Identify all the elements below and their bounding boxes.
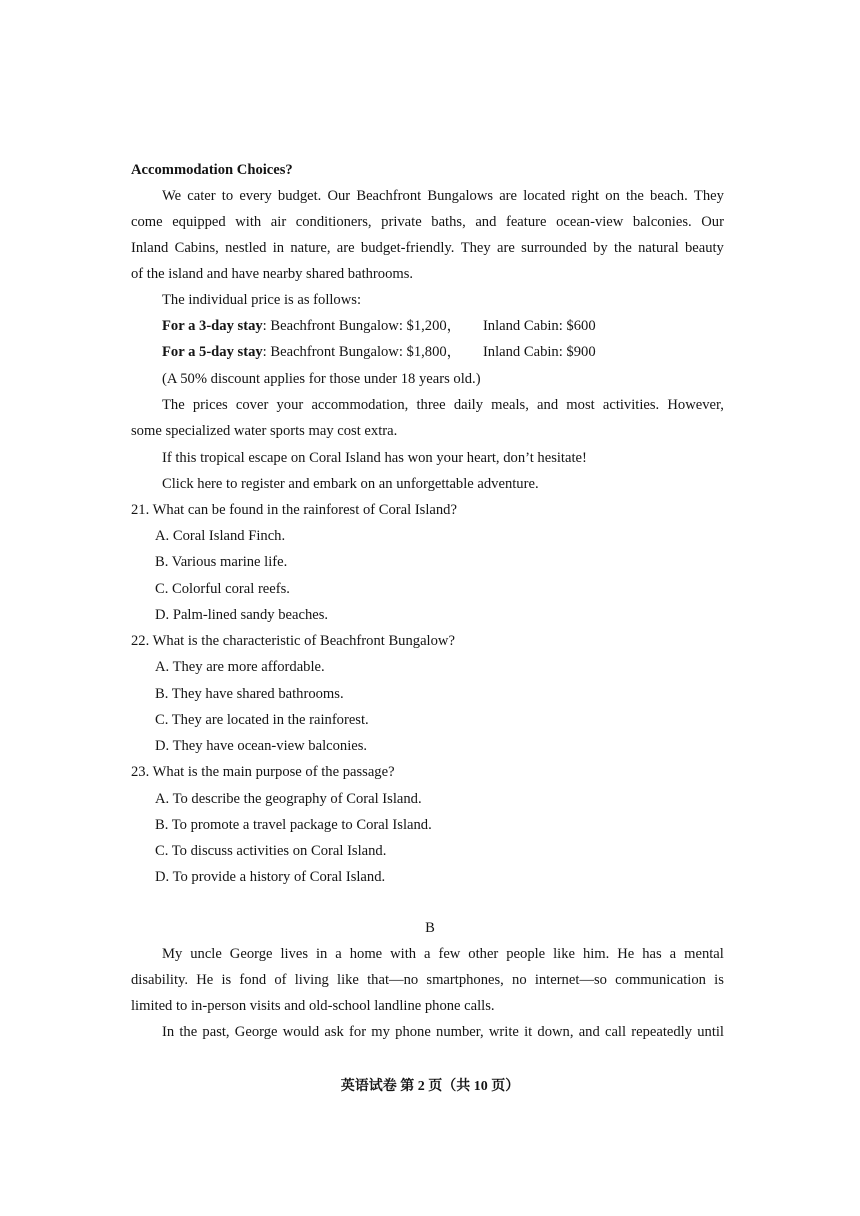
word: the [613,240,632,256]
para1-line-1 [162,186,724,206]
stay3-cabin-price: Inland Cabin: $600 [482,318,596,334]
word: baths, [431,214,466,230]
word: He [196,972,214,988]
word: to [221,188,234,204]
word: ask [324,1024,344,1040]
word: prices [192,397,228,413]
para1-line-2 [131,212,724,232]
word: by [593,240,608,256]
word: air [270,214,287,230]
word: that—no [367,972,419,988]
word: down, [537,1024,574,1040]
stay3-bungalow-price: : Beachfront Bungalow: $1,200， [262,318,462,334]
word: like [553,946,575,962]
word: the [626,188,644,204]
word: beach. [650,188,688,204]
word: The [162,397,185,413]
word: a [669,946,677,962]
stay3-label: For a 3-day stay [162,318,263,334]
question-22-option-a: A. They are more affordable. [155,659,325,675]
question-22-stem: 22. What is the characteristic of Beachfront Bungalow? [131,633,455,649]
word: are [336,240,355,256]
word: most [566,397,595,413]
word: in [315,946,328,962]
word: nature, [290,240,331,256]
word: surrounded [521,240,587,256]
question-23-stem: 23. What is the main purpose of the passage? [131,764,395,780]
para2-line-1 [162,395,724,415]
word: Our [327,188,351,204]
price-5day [162,342,596,362]
word: a [424,946,431,962]
word: the [179,1024,198,1040]
word: with [235,214,262,230]
word: mental [684,946,724,962]
word: Inland [131,240,169,256]
para1-line-4: of the island and have nearby shared bathrooms. [131,266,414,282]
word: living [294,972,329,988]
section-b-label: B [425,920,435,936]
question-23-option-c: C. To discuss activities on Coral Island. [155,843,387,859]
word: George [229,946,273,962]
word: disability. [131,972,189,988]
b-para1-line-1 [162,944,724,964]
word: home [349,946,383,962]
question-23-option-b: B. To promote a travel package to Coral Island. [155,817,432,833]
word: a [335,946,342,962]
word: accommodation, [311,397,409,413]
word: is [714,972,724,988]
word: meals, [491,397,529,413]
word: communication [615,972,706,988]
word: Our [701,214,724,230]
word: are [497,240,515,256]
para4: Click here to register and embark on an unforgettable adventure. [162,476,539,492]
word: call [604,1024,627,1040]
word: your [276,397,304,413]
word: They [693,188,724,204]
word: phone [395,1024,431,1040]
word: write [488,1024,519,1040]
word: private [381,214,422,230]
word: cater [187,188,216,204]
word: Bungalows [427,188,494,204]
question-21-option-a: A. Coral Island Finch. [155,528,286,544]
word: no [512,972,527,988]
word: with [390,946,417,962]
page-footer: 英语试卷 第 2 页（共 10 页） [340,1079,520,1094]
word: come [131,214,163,230]
word: would [282,1024,320,1040]
word: and [475,214,497,230]
question-22-option-d: D. They have ocean-view balconies. [155,738,368,754]
word: However, [667,397,724,413]
word: are [499,188,518,204]
word: is [221,972,232,988]
word: and [537,397,559,413]
word: people [506,946,546,962]
word: three [416,397,446,413]
word: few [438,946,461,962]
word: balconies. [632,214,692,230]
word: In [162,1024,175,1040]
word: number, [436,1024,484,1040]
word: feature [505,214,547,230]
word: George [234,1024,278,1040]
word: nestled [225,240,267,256]
word: Beachfront [356,188,422,204]
word: on [605,188,620,204]
word: cover [235,397,269,413]
word: natural [638,240,679,256]
word: budget-friendly. [360,240,455,256]
word: located [523,188,566,204]
word: smartphones, [426,972,504,988]
stay5-bungalow-price: : Beachfront Bungalow: $1,800， [262,344,462,360]
word: repeatedly [631,1024,693,1040]
word: fond [239,972,267,988]
stay5-label: For a 5-day stay [162,344,263,360]
word: daily [453,397,483,413]
word: other [468,946,499,962]
word: in [272,240,285,256]
word: every [239,188,272,204]
word: internet—so [534,972,607,988]
price-intro: The individual price is as follows: [162,292,362,308]
word: for [349,1024,367,1040]
question-21-option-c: C. Colorful coral reefs. [155,581,290,597]
word: has [642,946,662,962]
word: conditioners, [295,214,372,230]
word: We [162,188,182,204]
para1-line-3 [131,238,724,258]
word: past, [202,1024,230,1040]
word: lives [280,946,309,962]
question-23-option-d: D. To provide a history of Coral Island. [155,869,386,885]
question-21-option-b: B. Various marine life. [155,554,288,570]
word: him. [582,946,610,962]
word: ocean-view [556,214,624,230]
word: right [571,188,600,204]
word: and [578,1024,600,1040]
question-21-option-d: D. Palm-lined sandy beaches. [155,607,329,623]
section-heading: Accommodation Choices? [131,162,293,178]
b-para1-line-2 [131,970,724,990]
word: My [162,946,183,962]
question-21-stem: 21. What can be found in the rainforest of Coral Island? [131,502,457,518]
para2-line-2: some specialized water sports may cost extra. [131,423,398,439]
b-para1-line-3: limited to in-person visits and old-school landline phone calls. [131,998,495,1014]
question-22-option-c: C. They are located in the rainforest. [155,712,369,728]
word: activities. [602,397,660,413]
word: He [617,946,635,962]
word: They [460,240,491,256]
word: like [337,972,359,988]
question-22-option-b: B. They have shared bathrooms. [155,686,344,702]
word: Cabins, [174,240,219,256]
stay5-cabin-price: Inland Cabin: $900 [482,344,596,360]
word: uncle [190,946,222,962]
b-para2-line-1 [162,1022,724,1042]
word: until [697,1024,724,1040]
word: it [524,1024,533,1040]
word: budget. [277,188,322,204]
word: my [371,1024,390,1040]
word: equipped [172,214,226,230]
discount-note: (A 50% discount applies for those under 18 years old.) [162,371,481,387]
para3: If this tropical escape on Coral Island has won your heart, don’t hesitate! [162,450,587,466]
price-3day [162,316,596,336]
word: beauty [684,240,724,256]
question-23-option-a: A. To describe the geography of Coral Island. [155,791,422,807]
word: of [274,972,287,988]
